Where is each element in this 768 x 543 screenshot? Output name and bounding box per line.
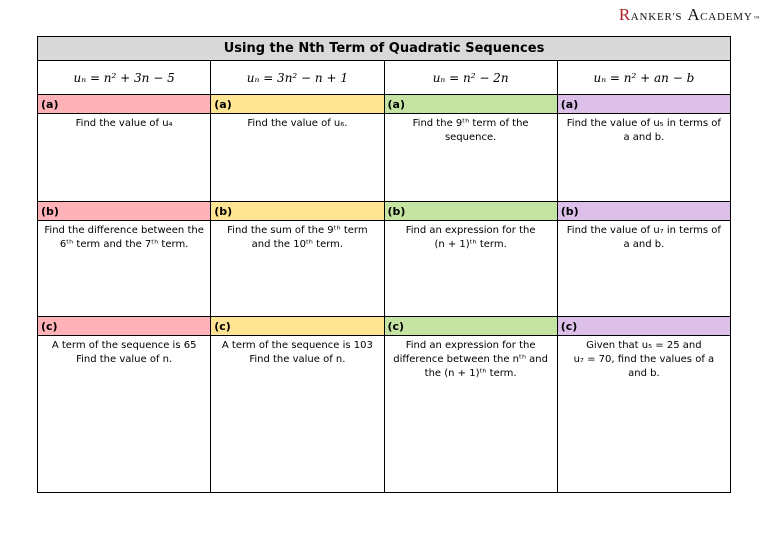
logo-letter-r: R <box>618 5 631 24</box>
part-b-label-col-3: (b) <box>384 202 557 221</box>
question-b-col-3: Find an expression for the (n + 1)ᵗʰ term. <box>405 225 536 250</box>
formula-col-2: uₙ = 3n² − n + 1 <box>211 61 384 95</box>
question-a-col-3: Find the 9ᵗʰ term of the sequence. <box>412 118 529 143</box>
question-c-col-3: Find an expression for the difference between the nᵗʰ and the (n + 1)ᵗʰ term. <box>393 340 548 379</box>
worksheet-title: Using the Nth Term of Quadratic Sequences <box>38 37 731 61</box>
question-c-col-2: A term of the sequence is 103 Find the value of n. <box>221 340 373 365</box>
question-row-c <box>38 336 731 493</box>
question-row-b <box>38 221 731 317</box>
part-a-label-col-4: (a) <box>557 95 730 114</box>
question-a-col-2: Find the value of u₆. <box>247 118 348 129</box>
formula-col-1: uₙ = n² + 3n − 5 <box>38 61 211 95</box>
question-a-col-4: Find the value of u₅ in terms of a and b. <box>566 118 721 143</box>
worksheet-table <box>37 36 731 493</box>
formula-col-3: uₙ = n² − 2n <box>384 61 557 95</box>
part-b-label-col-2: (b) <box>211 202 384 221</box>
logo-text-ankers: ANKER'S <box>630 11 683 23</box>
question-a-col-1: Find the value of u₄ <box>75 118 173 129</box>
question-row-a <box>38 114 731 202</box>
part-a-label-col-1: (a) <box>38 95 211 114</box>
logo-trademark: ™ <box>753 16 760 22</box>
part-c-label-col-3: (c) <box>384 317 557 336</box>
logo-text-cademy: CADEMY <box>700 11 753 23</box>
part-b-label-col-4: (b) <box>557 202 730 221</box>
part-a-label-col-2: (a) <box>211 95 384 114</box>
question-b-col-4: Find the value of u₇ in terms of a and b. <box>566 225 721 250</box>
label-row-b <box>38 202 731 221</box>
question-b-col-2: Find the sum of the 9ᵗʰ term and the 10ᵗʰ term. <box>227 225 368 250</box>
formula-col-4: uₙ = n² + an − b <box>557 61 730 95</box>
question-b-col-1: Find the difference between the 6ᵗʰ term and the 7ᵗʰ term. <box>44 225 204 250</box>
part-b-label-col-1: (b) <box>38 202 211 221</box>
question-c-col-4: Given that u₅ = 25 and u₇ = 70, find the values of a and b. <box>573 340 715 379</box>
formula-row <box>38 61 731 95</box>
part-c-label-col-4: (c) <box>557 317 730 336</box>
label-row-c <box>38 317 731 336</box>
rankers-academy-logo <box>619 5 760 25</box>
part-c-label-col-1: (c) <box>38 317 211 336</box>
logo-letter-a: A <box>687 5 701 24</box>
question-c-col-1: A term of the sequence is 65 Find the value of n. <box>51 340 197 365</box>
part-c-label-col-2: (c) <box>211 317 384 336</box>
part-a-label-col-3: (a) <box>384 95 557 114</box>
label-row-a <box>38 95 731 114</box>
